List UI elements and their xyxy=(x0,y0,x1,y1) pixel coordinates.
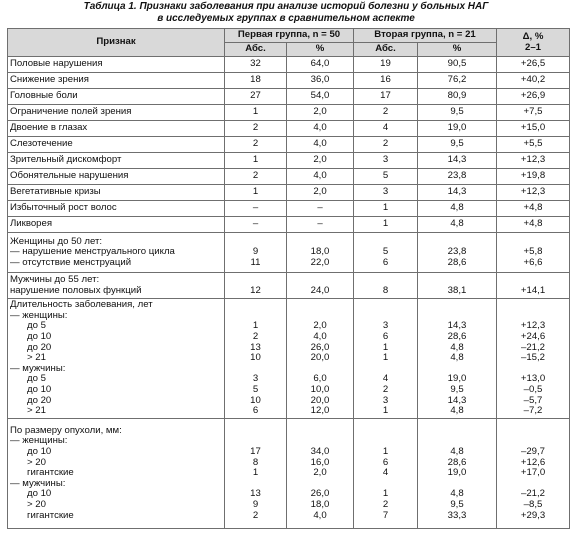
women-g1-pct: 18,0 22,0 xyxy=(287,233,354,273)
row-delta: +19,8 xyxy=(497,169,570,185)
row-sign: Снижение зрения xyxy=(8,73,225,89)
row-sign: Слезотечение xyxy=(8,137,225,153)
table-row xyxy=(8,169,570,185)
row-g1-pct: 64,0 xyxy=(287,57,354,73)
row-g1-abs: 27 xyxy=(225,89,287,105)
header-delta-line2: 2–1 xyxy=(525,41,542,53)
table-row-women xyxy=(8,233,570,273)
row-sign: Половые нарушения xyxy=(8,57,225,73)
row-delta: +26,5 xyxy=(497,57,570,73)
header-delta xyxy=(497,29,570,57)
men-block-sign xyxy=(8,273,225,299)
table-row xyxy=(8,105,570,121)
row-g1-pct: 2,0 xyxy=(287,153,354,169)
row-g1-abs: 1 xyxy=(225,153,287,169)
row-g2-abs: 17 xyxy=(354,89,418,105)
row-g2-pct: 76,2 xyxy=(418,73,497,89)
duration-block-sign: Длительность заболевания, лет — женщины: до 5 до 10 до 20 > 21 — мужчины: до 5 до 10 до 20 > 21 xyxy=(8,299,225,419)
men-g1-abs: 12 xyxy=(225,273,287,299)
duration-g1-abs: 1 2 13 10 3 5 10 6 xyxy=(225,299,287,419)
row-g2-abs: 2 xyxy=(354,137,418,153)
row-g1-pct: 2,0 xyxy=(287,185,354,201)
row-g2-pct: 23,8 xyxy=(418,169,497,185)
table-row xyxy=(8,153,570,169)
tumor-title: По размеру опухоли, мм: xyxy=(10,424,122,436)
row-g2-abs: 4 xyxy=(354,121,418,137)
tumor-g2-pct: 4,8 28,6 19,0 4,8 9,5 33,3 xyxy=(418,419,497,529)
row-g2-abs: 19 xyxy=(354,57,418,73)
row-g1-pct: 4,0 xyxy=(287,169,354,185)
table-row xyxy=(8,73,570,89)
header-group2: Вторая группа, n = 21 xyxy=(354,29,497,43)
duration-g1-pct: 2,0 4,0 26,0 20,0 6,0 10,0 20,0 12,0 xyxy=(287,299,354,419)
tumor-men-label: — мужчины: xyxy=(10,477,66,489)
row-g1-abs: 2 xyxy=(225,137,287,153)
row-g2-abs: 2 xyxy=(354,105,418,121)
women-g2-pct: 23,8 28,6 xyxy=(418,233,497,273)
row-delta: +4,8 xyxy=(497,217,570,233)
men-g2-pct: 38,1 xyxy=(418,273,497,299)
row-g1-pct: 54,0 xyxy=(287,89,354,105)
women-row-label: — отсутствие менструаций xyxy=(10,256,132,268)
women-g1-abs: 9 11 xyxy=(225,233,287,273)
row-g2-pct: 14,3 xyxy=(418,185,497,201)
header-g1-abs: Абс. xyxy=(225,43,287,57)
row-g2-abs: 3 xyxy=(354,185,418,201)
men-delta: +14,1 xyxy=(497,273,570,299)
row-g2-pct: 4,8 xyxy=(418,201,497,217)
row-g2-abs: 5 xyxy=(354,169,418,185)
row-sign: Вегетативные кризы xyxy=(8,185,225,201)
row-delta: +12,3 xyxy=(497,185,570,201)
row-sign: Обонятельные нарушения xyxy=(8,169,225,185)
table-row-duration xyxy=(8,299,570,419)
table-row xyxy=(8,89,570,105)
row-sign: Головные боли xyxy=(8,89,225,105)
header-g2-pct: % xyxy=(418,43,497,57)
caption-line-1: Таблица 1. Признаки заболевания при анализе историй болезни у больных НАГ xyxy=(83,1,489,12)
row-g2-pct: 9,5 xyxy=(418,105,497,121)
caption-line-2: в исследуемых группах в сравнительном аспекте xyxy=(157,13,415,24)
row-g2-abs: 16 xyxy=(354,73,418,89)
header-delta-line1: Δ, % xyxy=(522,30,544,42)
header-sign: Признак xyxy=(8,29,225,57)
men-title: Мужчины до 55 лет: xyxy=(10,273,100,285)
tumor-g1-abs: 17 8 1 13 9 2 xyxy=(225,419,287,529)
tumor-g1-pct: 34,0 16,0 2,0 26,0 18,0 4,0 xyxy=(287,419,354,529)
tumor-women-label: — женщины: xyxy=(10,435,68,447)
men-g1-pct: 24,0 xyxy=(287,273,354,299)
row-g2-abs: 1 xyxy=(354,217,418,233)
row-g1-pct: 2,0 xyxy=(287,105,354,121)
row-delta: +4,8 xyxy=(497,201,570,217)
duration-men-label: — мужчины: xyxy=(10,362,66,374)
table-caption xyxy=(0,0,572,25)
tumor-g2-abs: 1 6 4 1 2 7 xyxy=(354,419,418,529)
row-g1-abs: 32 xyxy=(225,57,287,73)
row-g2-pct: 80,9 xyxy=(418,89,497,105)
duration-title: Длительность заболевания, лет xyxy=(10,299,153,311)
row-g2-abs: 1 xyxy=(354,201,418,217)
table-row xyxy=(8,57,570,73)
header-g2-abs: Абс. xyxy=(354,43,418,57)
women-delta: +5,8 +6,6 xyxy=(497,233,570,273)
row-sign: Двоение в глазах xyxy=(8,121,225,137)
row-delta: +5,5 xyxy=(497,137,570,153)
row-delta: +15,0 xyxy=(497,121,570,137)
row-delta: +40,2 xyxy=(497,73,570,89)
row-delta: +26,9 xyxy=(497,89,570,105)
women-title: Женщины до 50 лет: xyxy=(10,235,103,247)
row-g2-pct: 90,5 xyxy=(418,57,497,73)
row-g1-abs: 2 xyxy=(225,169,287,185)
women-row-label: — нарушение менструального цикла xyxy=(10,246,175,258)
row-sign: Избыточный рост волос xyxy=(8,201,225,217)
row-g2-pct: 14,3 xyxy=(418,153,497,169)
men-g2-abs: 8 xyxy=(354,273,418,299)
row-g1-abs: 2 xyxy=(225,121,287,137)
row-g2-pct: 4,8 xyxy=(418,217,497,233)
duration-delta: +12,3 +24,6 –21,2 –15,2 +13,0 –0,5 –5,7 –7,2 xyxy=(497,299,570,419)
table-row xyxy=(8,201,570,217)
row-g1-abs: 1 xyxy=(225,105,287,121)
table-row xyxy=(8,121,570,137)
row-g1-abs: 1 xyxy=(225,185,287,201)
table-row xyxy=(8,137,570,153)
table-row-men xyxy=(8,273,570,299)
duration-g2-abs: 3 6 1 1 4 2 3 1 xyxy=(354,299,418,419)
row-g1-pct: 36,0 xyxy=(287,73,354,89)
table-row-tumor xyxy=(8,419,570,529)
data-table xyxy=(7,28,570,529)
row-g1-pct: 4,0 xyxy=(287,121,354,137)
row-g1-abs: – xyxy=(225,217,287,233)
row-g2-pct: 19,0 xyxy=(418,121,497,137)
duration-g2-pct: 14,3 28,6 4,8 4,8 19,0 9,5 14,3 4,8 xyxy=(418,299,497,419)
tumor-block-sign: По размеру опухоли, мм: — женщины: до 10 > 20 гигантские — мужчины: до 10 > 20 гигантские xyxy=(8,419,225,529)
row-g2-pct: 9,5 xyxy=(418,137,497,153)
table-row xyxy=(8,217,570,233)
row-g1-pct: – xyxy=(287,217,354,233)
header-g1-pct: % xyxy=(287,43,354,57)
duration-women-label: — женщины: xyxy=(10,309,68,321)
women-g2-abs: 5 6 xyxy=(354,233,418,273)
row-g1-abs: 18 xyxy=(225,73,287,89)
row-sign: Ограничение полей зрения xyxy=(8,105,225,121)
row-delta: +12,3 xyxy=(497,153,570,169)
table-row xyxy=(8,185,570,201)
tumor-delta: –29,7 +12,6 +17,0 –21,2 –8,5 +29,3 xyxy=(497,419,570,529)
row-sign: Зрительный дискомфорт xyxy=(8,153,225,169)
row-g2-abs: 3 xyxy=(354,153,418,169)
row-g1-abs: – xyxy=(225,201,287,217)
row-sign: Ликворея xyxy=(8,217,225,233)
row-g1-pct: – xyxy=(287,201,354,217)
women-block-sign xyxy=(8,233,225,273)
men-row-label: нарушение половых функций xyxy=(10,284,142,296)
row-delta: +7,5 xyxy=(497,105,570,121)
header-group1: Первая группа, n = 50 xyxy=(225,29,354,43)
row-g1-pct: 4,0 xyxy=(287,137,354,153)
